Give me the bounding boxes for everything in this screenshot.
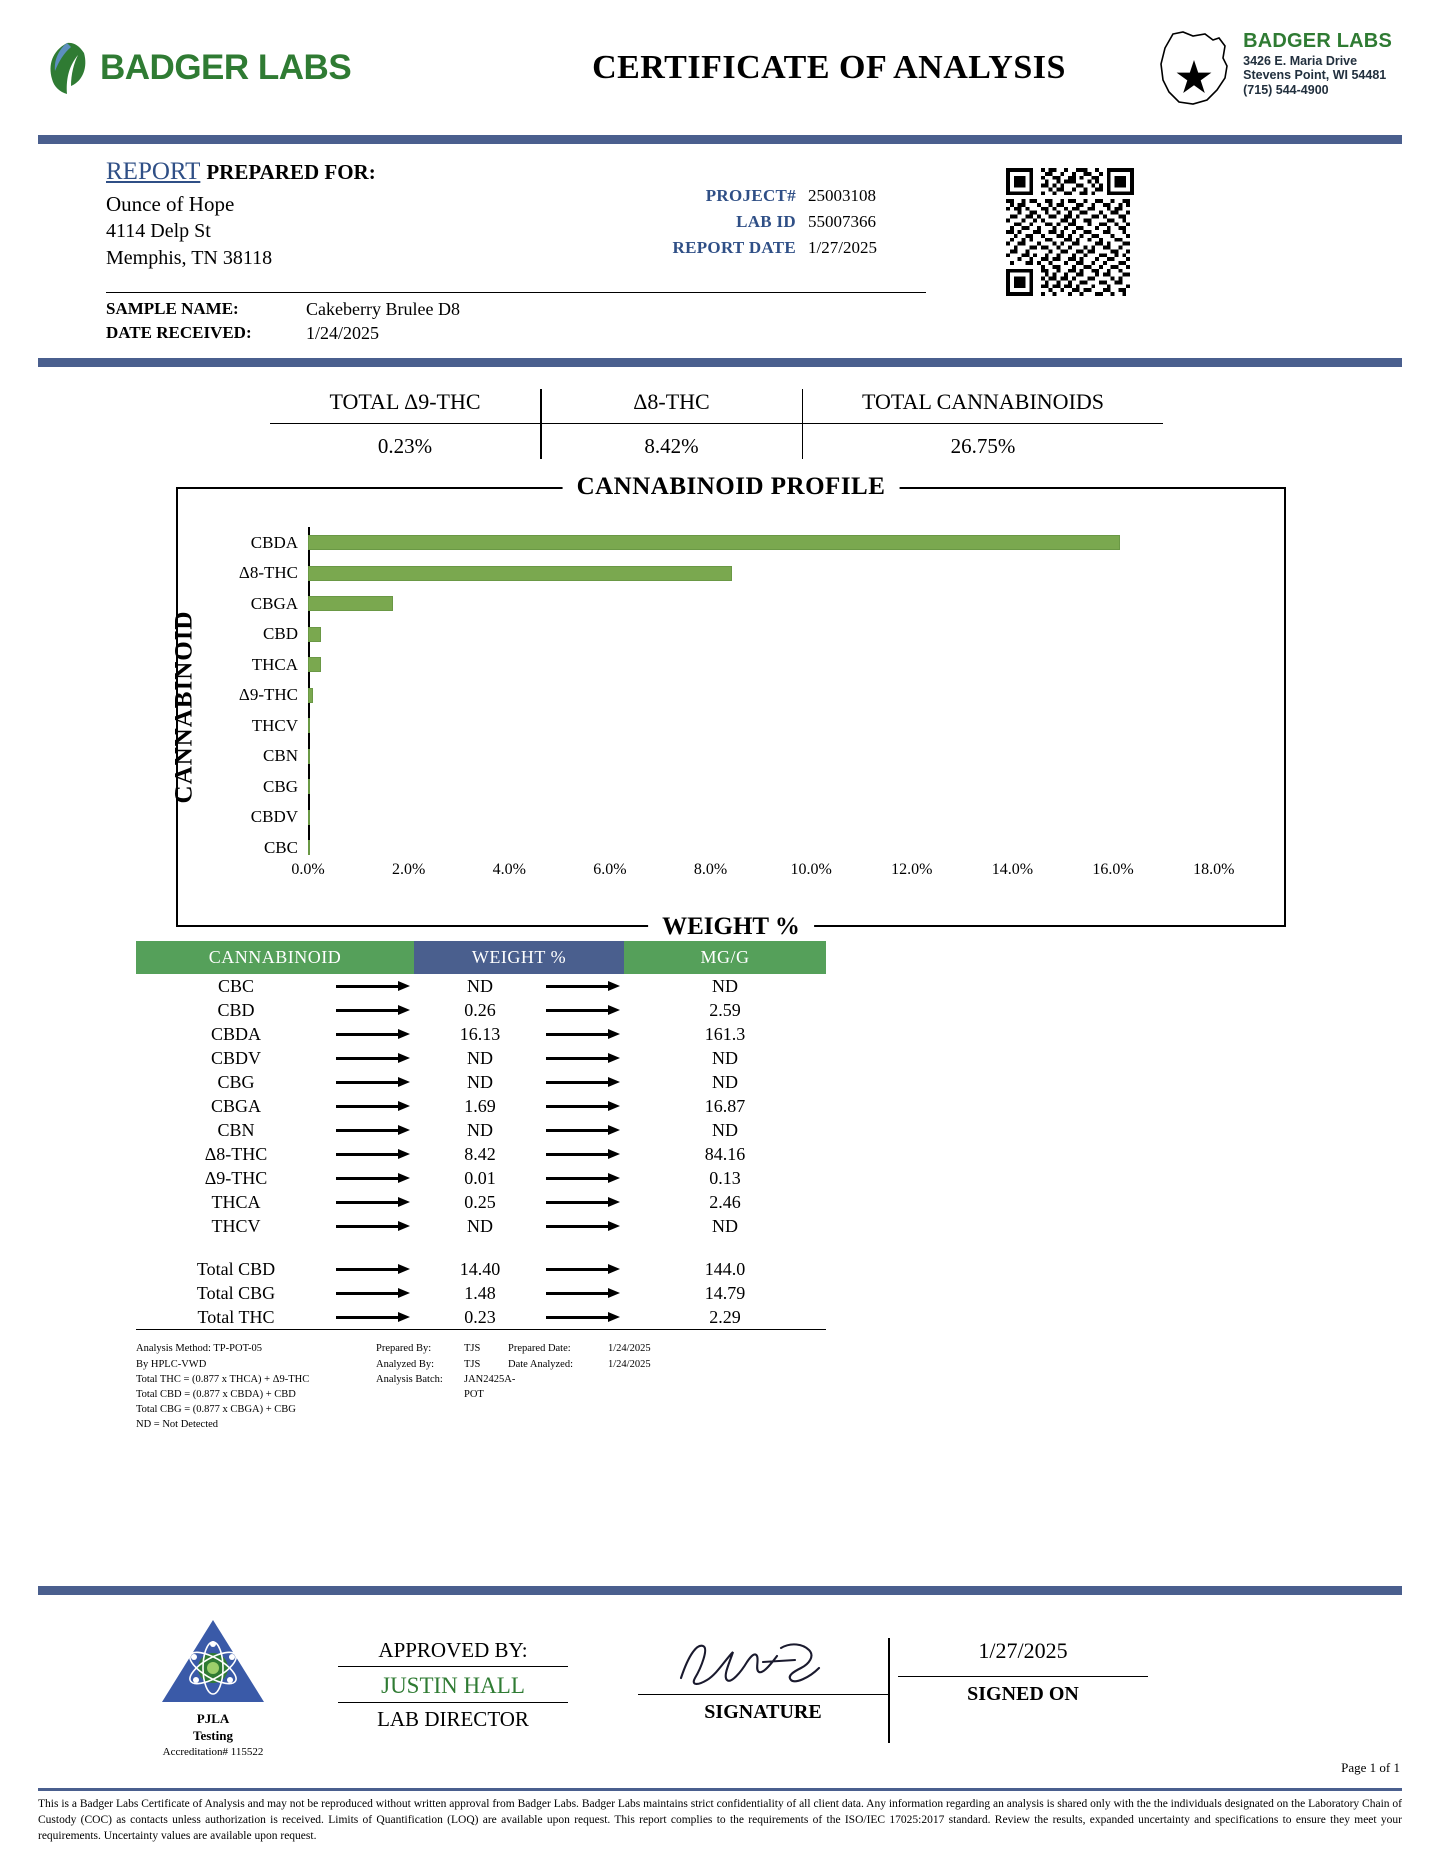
pjla-logo-icon — [158, 1618, 268, 1704]
summary-value-0: 0.23% — [377, 434, 433, 459]
footnote-total-cbg: Total CBG = (0.877 x CBGA) + CBG — [136, 1404, 296, 1416]
qr-code-icon — [1006, 168, 1134, 296]
labid-label: LAB ID — [736, 212, 796, 231]
project-label: PROJECT# — [705, 186, 796, 205]
footnote-instrument: By HPLC-VWD — [136, 1358, 207, 1370]
chart-bar-row — [251, 649, 1254, 680]
footnote-prepared-row — [376, 1341, 676, 1356]
chart-x-tick: 8.0% — [693, 861, 728, 879]
prepared-date-label: Prepared Date: — [508, 1343, 571, 1355]
arrow-icon — [336, 1046, 414, 1070]
leaf-icon — [44, 41, 90, 95]
arrow-icon — [546, 974, 624, 998]
result-weight-percent: ND — [467, 1047, 493, 1068]
chart-bar-row — [250, 588, 1254, 619]
arrow-icon — [336, 1305, 414, 1330]
result-analyte: THCV — [211, 1215, 261, 1236]
pjla-sub: Testing — [193, 1727, 233, 1743]
footer-divider — [38, 1586, 1402, 1595]
meta-row-project — [596, 186, 976, 206]
chart-x-tick: 4.0% — [492, 861, 526, 879]
arrow-icon — [336, 1281, 414, 1305]
chart-x-tick: 18.0% — [1193, 861, 1235, 879]
arrow-icon — [546, 1070, 624, 1094]
prepared-by-label: Prepared By: — [376, 1343, 432, 1355]
signature-image — [638, 1638, 888, 1695]
table-bottom-rule — [136, 1330, 826, 1338]
chart-bar — [308, 535, 1120, 550]
results-header-row — [136, 941, 826, 974]
analyzed-by-label: Analyzed By: — [376, 1358, 435, 1370]
badger-labs-logo — [36, 41, 374, 95]
signature-label: SIGNATURE — [704, 1701, 822, 1723]
lab-address-line2: Stevens Point, WI 54481 — [1243, 68, 1387, 83]
chart-x-tick: 16.0% — [1092, 861, 1134, 879]
table-row — [136, 1166, 826, 1190]
meta-row-labid — [596, 212, 976, 232]
reportdate-value: 1/27/2025 — [808, 238, 877, 257]
footnote-total-thc: Total THC = (0.877 x THCA) + Δ9-THC — [136, 1373, 310, 1385]
arrow-icon — [546, 1305, 624, 1330]
chart-bar-label: THCV — [251, 715, 298, 735]
header-divider — [38, 135, 1402, 144]
signed-date: 1/27/2025 — [898, 1638, 1148, 1677]
chart-x-tick: 2.0% — [391, 861, 426, 879]
table-row — [136, 1142, 826, 1166]
footnotes-right — [376, 1341, 676, 1432]
arrow-icon — [546, 1022, 624, 1046]
results-table — [136, 941, 826, 1337]
result-weight-percent: 0.01 — [464, 1167, 496, 1188]
arrow-icon — [546, 1214, 624, 1238]
arrow-icon — [336, 1070, 414, 1094]
client-street: 4114 Delp St — [106, 220, 211, 243]
date-received-row — [106, 323, 926, 344]
chart-bar-row — [263, 741, 1254, 772]
prepared-date-value: 1/24/2025 — [608, 1343, 651, 1355]
chart-bar — [308, 657, 321, 672]
approved-by-block — [338, 1638, 568, 1732]
chart-bar — [308, 718, 310, 733]
date-received-label: DATE RECEIVED: — [106, 323, 252, 343]
result-mgg: 144.0 — [704, 1258, 746, 1279]
summary-cell-d8-thc — [542, 389, 802, 459]
table-row-total — [136, 1305, 826, 1330]
result-weight-percent: ND — [467, 1071, 493, 1092]
result-weight-percent: ND — [467, 1119, 493, 1140]
result-weight-percent: ND — [467, 1215, 493, 1236]
approver-name: JUSTIN HALL — [338, 1667, 568, 1703]
result-weight-percent: 0.23 — [464, 1306, 496, 1327]
arrow-icon — [546, 1190, 624, 1214]
sample-name-row — [106, 299, 926, 320]
result-analyte: CBD — [217, 999, 255, 1020]
client-company: Ounce of Hope — [106, 192, 235, 216]
labid-value: 55007366 — [808, 212, 876, 231]
chart-bar — [308, 840, 310, 855]
footnote-method: Analysis Method: TP-POT-05 — [136, 1343, 263, 1355]
result-analyte: CBGA — [210, 1095, 261, 1116]
brand-name: BADGER LABS — [100, 47, 352, 87]
footnote-batch-row — [376, 1372, 676, 1402]
chart-x-tick: 12.0% — [891, 861, 933, 879]
table-row — [136, 1070, 826, 1094]
result-analyte: CBG — [217, 1071, 255, 1092]
signed-on-label: SIGNED ON — [967, 1683, 1079, 1705]
report-heading-rest: PREPARED FOR: — [206, 160, 376, 184]
arrow-icon — [546, 1142, 624, 1166]
summary-value-2: 26.75% — [950, 434, 1016, 459]
summary-title-0: TOTAL Δ9-THC — [270, 389, 540, 424]
date-analyzed-value: 1/24/2025 — [608, 1358, 651, 1370]
result-weight-percent: 1.48 — [464, 1282, 496, 1303]
table-row — [136, 1214, 826, 1238]
result-analyte: THCA — [211, 1191, 261, 1212]
table-row — [136, 998, 826, 1022]
table-row — [136, 1046, 826, 1070]
chart-bar-label: CBGA — [250, 593, 298, 613]
results-col-mgg: MG/G — [624, 941, 826, 974]
chart-title: CANNABINOID PROFILE — [563, 473, 900, 501]
result-weight-percent: 1.69 — [464, 1095, 496, 1116]
client-city: Memphis, TN 38118 — [106, 247, 273, 270]
table-row — [136, 1022, 826, 1046]
wisconsin-map-icon — [1153, 30, 1235, 108]
chart-bar-row — [263, 771, 1254, 802]
arrow-icon — [546, 1257, 624, 1281]
prepared-by-value: TJS — [464, 1343, 481, 1355]
report-heading — [106, 158, 1404, 186]
chart-bar — [308, 779, 310, 794]
chart-x-tick: 6.0% — [593, 861, 627, 879]
chart-bar-label: CBDV — [250, 807, 298, 827]
lab-address-line1: 3426 E. Maria Drive — [1243, 53, 1358, 68]
chart-bar — [308, 688, 313, 703]
result-mgg: 2.46 — [709, 1191, 741, 1212]
result-weight-percent: 14.40 — [459, 1258, 501, 1279]
sample-info — [106, 292, 926, 344]
chart-bar-row — [238, 680, 1254, 711]
result-weight-percent: ND — [467, 975, 493, 996]
chart-bar-label: Δ8-THC — [238, 563, 298, 583]
chart-bar-row — [251, 710, 1254, 741]
result-analyte: Δ9-THC — [204, 1167, 268, 1188]
chart-bar-label: Δ9-THC — [238, 685, 298, 705]
summary-table — [270, 389, 1170, 459]
chart-bar — [308, 810, 310, 825]
result-mgg: 14.79 — [704, 1282, 746, 1303]
pjla-accreditation — [128, 1618, 298, 1759]
footnotes — [136, 1341, 836, 1432]
table-row — [136, 974, 826, 998]
arrow-icon — [336, 1257, 414, 1281]
result-mgg: 16.87 — [704, 1095, 746, 1116]
chart-x-tick: 0.0% — [291, 861, 325, 879]
result-mgg: 84.16 — [704, 1143, 746, 1164]
arrow-icon — [546, 998, 624, 1022]
analysis-batch-value: JAN2425A-POT — [464, 1373, 516, 1400]
chart-bar-row — [263, 832, 1254, 863]
signature-icon — [663, 1638, 863, 1692]
chart-bar-label: THCA — [251, 654, 298, 674]
result-mgg: ND — [712, 1047, 738, 1068]
result-analyte: CBDV — [210, 1047, 261, 1068]
results-col-cannabinoid: CANNABINOID — [136, 941, 414, 974]
chart-bar-label: CBG — [263, 776, 298, 796]
table-row — [136, 1118, 826, 1142]
result-mgg: ND — [712, 1215, 738, 1236]
result-analyte: CBN — [217, 1119, 255, 1140]
approved-by-label: APPROVED BY: — [338, 1638, 568, 1667]
arrow-icon — [336, 1166, 414, 1190]
report-heading-word: REPORT — [106, 158, 201, 185]
footnote-total-cbd: Total CBD = (0.877 x CBDA) + CBD — [136, 1389, 296, 1400]
footnote-nd: ND = Not Detected — [136, 1419, 219, 1431]
summary-value-1: 8.42% — [644, 434, 699, 459]
chart-bar-row — [263, 619, 1254, 650]
chart-plot-area — [238, 527, 1254, 857]
chart-x-tick: 10.0% — [790, 861, 832, 879]
arrow-icon — [336, 1190, 414, 1214]
arrow-icon — [546, 1094, 624, 1118]
footnotes-left — [136, 1341, 376, 1432]
result-weight-percent: 0.26 — [464, 999, 496, 1020]
result-mgg: 2.59 — [709, 999, 741, 1020]
result-analyte: CBC — [217, 975, 255, 996]
approval-section — [38, 1618, 1402, 1758]
chart-bar — [308, 749, 310, 764]
arrow-icon — [336, 1118, 414, 1142]
arrow-icon — [546, 1281, 624, 1305]
summary-title-1: Δ8-THC — [542, 389, 802, 424]
signature-divider — [888, 1638, 890, 1743]
chart-bar — [308, 596, 393, 611]
chart-bars — [238, 527, 1254, 857]
page-number: Page 1 of 1 — [1341, 1760, 1400, 1775]
bottom-divider — [38, 1788, 1402, 1791]
chart-bar-label: CBC — [263, 837, 298, 857]
result-weight-percent: 16.13 — [459, 1023, 501, 1044]
result-analyte: Δ8-THC — [204, 1143, 268, 1164]
chart-bar-row — [250, 527, 1254, 558]
arrow-icon — [546, 1118, 624, 1142]
table-row-total — [136, 1281, 826, 1305]
pjla-name: PJLA — [196, 1711, 230, 1726]
chart-x-ticks — [291, 861, 1254, 881]
table-row — [136, 1094, 826, 1118]
chart-bar-label: CBD — [263, 624, 298, 644]
date-received-value: 1/24/2025 — [306, 323, 380, 344]
lab-address-block — [1153, 30, 1392, 108]
table-row — [136, 1190, 826, 1214]
page-header — [36, 0, 1404, 135]
sample-name-label: SAMPLE NAME: — [106, 299, 239, 319]
summary-cell-total-cannabinoids — [803, 389, 1163, 459]
signature-block — [638, 1638, 888, 1724]
chart-bar-row — [238, 558, 1254, 589]
lab-phone: (715) 544-4900 — [1243, 83, 1329, 98]
signed-on-block — [898, 1638, 1148, 1706]
summary-title-2: TOTAL CANNABINOIDS — [803, 389, 1163, 424]
result-weight-percent: 0.25 — [464, 1191, 496, 1212]
report-info-section — [36, 144, 1404, 344]
chart-bar-label: CBDA — [250, 532, 298, 552]
date-analyzed-label: Date Analyzed: — [508, 1358, 574, 1370]
table-spacer — [136, 1238, 826, 1257]
result-mgg: 161.3 — [704, 1023, 746, 1044]
chart-x-axis-label: WEIGHT % — [648, 913, 814, 941]
arrow-icon — [336, 974, 414, 998]
arrow-icon — [336, 1142, 414, 1166]
result-mgg: 0.13 — [709, 1167, 741, 1188]
result-mgg: ND — [712, 975, 738, 996]
arrow-icon — [336, 1214, 414, 1238]
page-title: CERTIFICATE OF ANALYSIS — [592, 48, 1066, 86]
reportdate-label: REPORT DATE — [672, 238, 796, 257]
result-mgg: ND — [712, 1119, 738, 1140]
arrow-icon — [336, 998, 414, 1022]
table-row-total — [136, 1257, 826, 1281]
arrow-icon — [546, 1166, 624, 1190]
results-col-weight: WEIGHT % — [414, 941, 624, 974]
result-analyte: CBDA — [210, 1023, 261, 1044]
footnote-analyzed-row — [376, 1357, 676, 1372]
result-weight-percent: 8.42 — [464, 1143, 496, 1164]
result-analyte: Total CBD — [196, 1258, 276, 1279]
project-value: 25003108 — [808, 186, 876, 205]
arrow-icon — [336, 1022, 414, 1046]
results-body — [136, 974, 826, 1337]
lab-name: BADGER LABS — [1243, 30, 1392, 52]
chart-bar-label: CBN — [263, 746, 298, 766]
result-analyte: Total CBG — [196, 1282, 276, 1303]
chart-y-axis-label: CANNABINOID — [170, 610, 198, 804]
chart-bar — [308, 566, 732, 581]
chart-x-tick: 14.0% — [991, 861, 1034, 879]
pjla-accred-number: Accreditation# 115522 — [162, 1745, 264, 1758]
disclaimer-text: This is a Badger Labs Certificate of Analysis and may not be reproduced without written approval from Badger Labs. Badger Labs maintains strict confidentiality of all client data. Any information regarding an analysis is shared only with the the individuals designated on the Laboratory Chain of Custody (COC) as contacts unless authorization is received. Limits of Quantification (LOQ) are available upon request. This report complies to the requirements of the ISO/IEC 17025:2017 standard. Review the results, expanded uncertainty and specifications to ensure they meet your requirements. Uncertainty values are available upon request. — [38, 1798, 1402, 1843]
analyzed-by-value: TJS — [464, 1358, 481, 1370]
sample-name-value: Cakeberry Brulee D8 — [306, 299, 460, 320]
result-analyte: Total THC — [197, 1306, 275, 1327]
approver-role: LAB DIRECTOR — [377, 1707, 529, 1731]
arrow-icon — [336, 1094, 414, 1118]
cannabinoid-profile-chart — [170, 473, 1286, 941]
chart-bar-row — [250, 802, 1254, 833]
result-mgg: ND — [712, 1071, 738, 1092]
arrow-icon — [546, 1046, 624, 1070]
section-divider — [38, 358, 1402, 367]
analysis-batch-label: Analysis Batch: — [376, 1373, 443, 1385]
result-mgg: 2.29 — [709, 1306, 741, 1327]
chart-bar — [308, 627, 321, 642]
report-meta — [596, 186, 976, 264]
meta-row-reportdate — [596, 238, 976, 258]
summary-cell-total-d9-thc — [270, 389, 540, 459]
